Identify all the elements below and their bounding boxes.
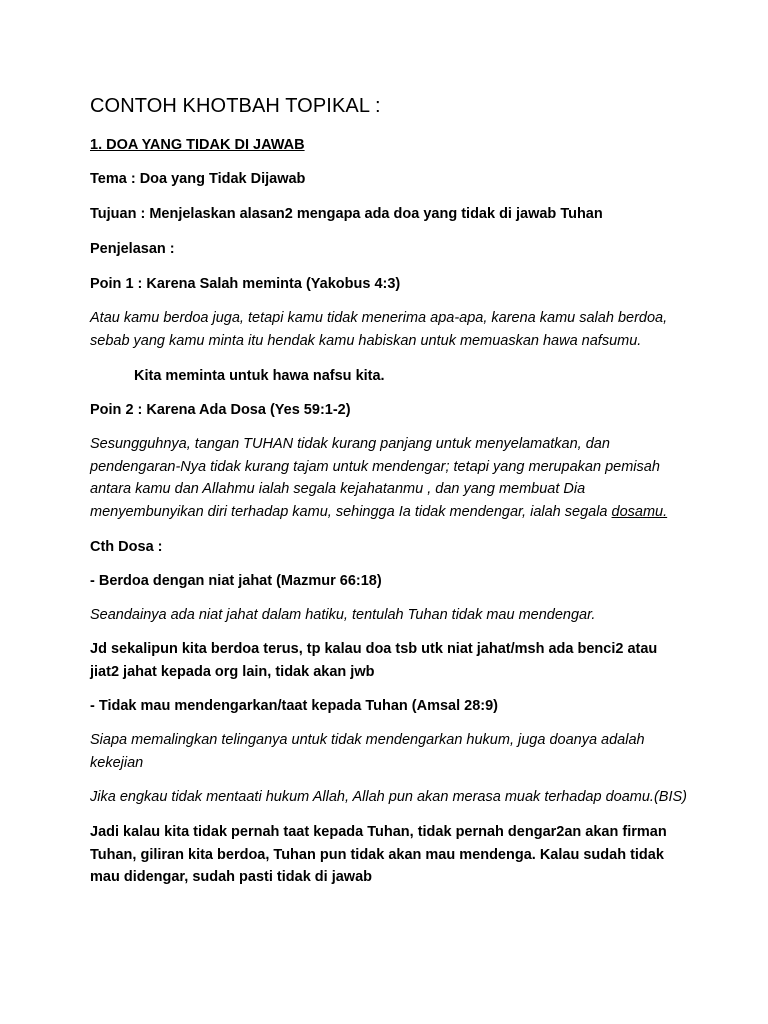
poin-2-quote-text: Sesungguhnya, tangan TUHAN tidak kurang panjang untuk menyelamatkan, dan pendengaran-Nya tidak kurang tajam untuk mendengar; tetapi yang merupakan pemisah antara kamu dan Allahmu ialah segala kejahatanmu , dan yang membuat Dia menyembunyikan diri terhadap kamu, sehingga Ia tidak mendengar, ialah segala <box>90 436 660 520</box>
sin-example-2-quote: Siapa memalingkan telinganya untuk tidak mendengarkan hukum, juga doanya adalah kekejian <box>90 732 645 771</box>
document-title: CONTOH KHOTBAH TOPIKAL : <box>90 95 381 117</box>
tujuan-line: Tujuan : Menjelaskan alasan2 mengapa ada doa yang tidak di jawab Tuhan <box>90 206 603 222</box>
section-heading-wrapper <box>90 134 690 157</box>
section-heading: 1. DOA YANG TIDAK DI JAWAB <box>90 137 305 153</box>
sin-example-2: - Tidak mau mendengarkan/taat kepada Tuhan (Amsal 28:9) <box>90 698 498 714</box>
poin-1-heading: Poin 1 : Karena Salah meminta (Yakobus 4:3) <box>90 276 401 292</box>
sin-example-1: - Berdoa dengan niat jahat (Mazmur 66:18) <box>90 573 382 589</box>
poin-2-scripture-quote <box>90 433 690 523</box>
poin-1-note: Kita meminta untuk hawa nafsu kita. <box>134 368 385 384</box>
poin-2-heading: Poin 2 : Karena Ada Dosa (Yes 59:1-2) <box>90 402 351 418</box>
contoh-dosa-label: Cth Dosa : <box>90 539 163 555</box>
sin-example-1-quote: Seandainya ada niat jahat dalam hatiku, tentulah Tuhan tidak mau mendengar. <box>90 607 596 623</box>
tema-line: Tema : Doa yang Tidak Dijawab <box>90 171 306 187</box>
sin-example-2-note: Jadi kalau kita tidak pernah taat kepada Tuhan, tidak pernah dengar2an akan firman Tuhan, giliran kita berdoa, Tuhan pun tidak akan mau mendenga. Kalau sudah tidak mau didengar, sudah pasti tidak di jawab <box>90 824 667 885</box>
penjelasan-label: Penjelasan : <box>90 241 175 257</box>
sin-example-2-quote-bis: Jika engkau tidak mentaati hukum Allah, Allah pun akan merasa muak terhadap doamu.(BIS) <box>90 789 687 805</box>
sin-example-1-note: Jd sekalipun kita berdoa terus, tp kalau doa tsb utk niat jahat/msh ada benci2 atau jiat2 jahat kepada org lain, tidak akan jwb <box>90 641 658 680</box>
poin-2-quote-underlined: dosamu. <box>611 503 668 520</box>
poin-1-scripture-quote: Atau kamu berdoa juga, tetapi kamu tidak menerima apa-apa, karena kamu salah berdoa, sebab yang kamu minta itu hendak kamu habiskan untuk memuaskan hawa nafsumu. <box>90 310 668 349</box>
